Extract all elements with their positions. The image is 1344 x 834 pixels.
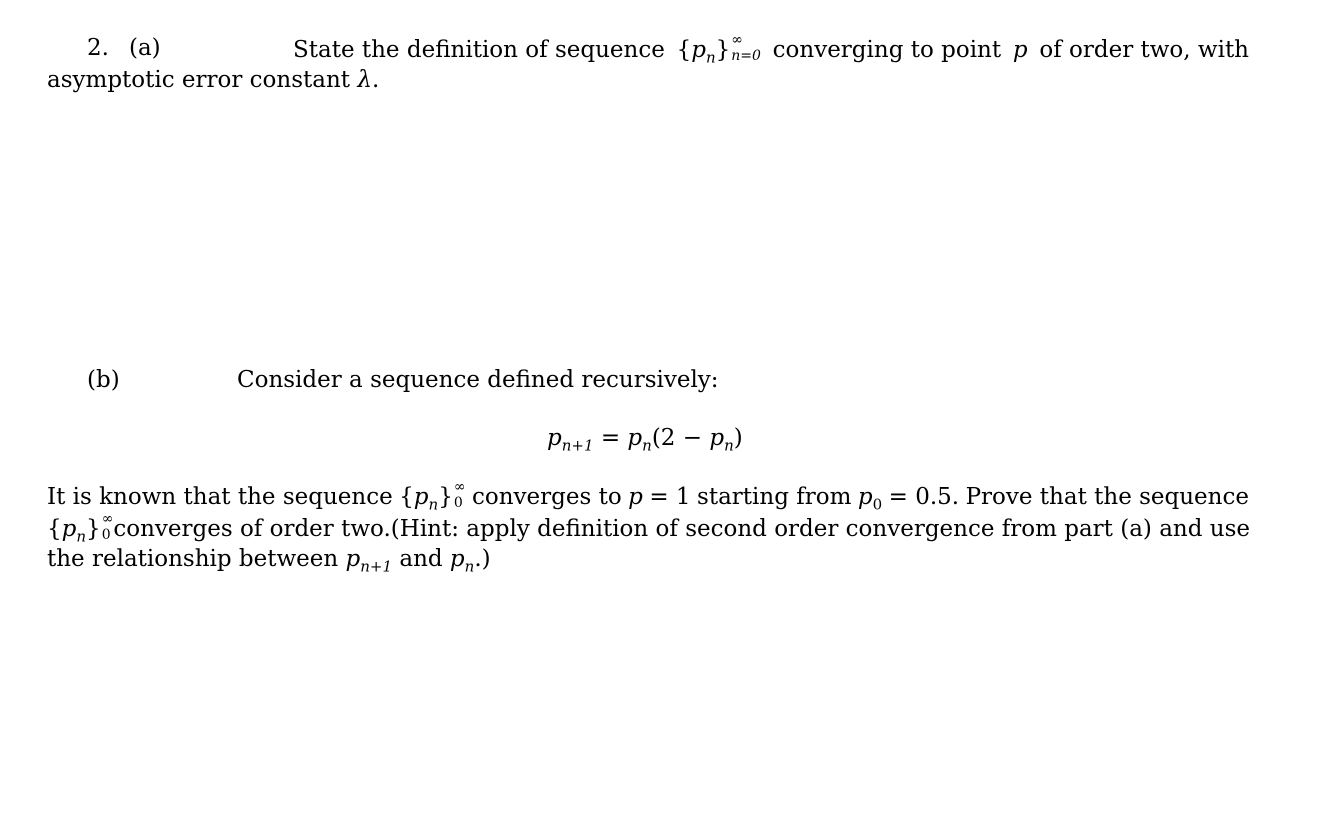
part-b-body-line3: the relationship between $p_{n+1}$ and $p_n$.) — [47, 546, 491, 576]
part-a-label: (a) — [129, 35, 161, 61]
part-a-statement-line2: asymptotic error constant λ. — [47, 67, 380, 93]
sequence-notation: $\{p_n\}$ ∞ n=0 — [676, 32, 761, 67]
part-b-body-line1: It is known that the sequence $\{p_n\}$ ∞ 0 converges to p = 1 starting from $p_0$ = 0.5. Prove that the sequence — [47, 479, 1249, 514]
recursive-equation: $p_{n+1} = p_n(2 - p_n)$ — [547, 425, 743, 455]
part-b-label: (b) — [87, 367, 120, 393]
part-b-intro: Consider a sequence defined recursively: — [237, 367, 719, 393]
part-b-body-line2: $\{p_n\}$ ∞ 0 converges of order two. (Hint: apply definition of second order convergence from part (a) and use — [47, 511, 1250, 546]
question-number: 2. — [87, 35, 109, 61]
part-a-statement-line1: State the definition of sequence $\{p_n\}$ ∞ n=0 converging to point p of order two, with — [293, 32, 1249, 67]
